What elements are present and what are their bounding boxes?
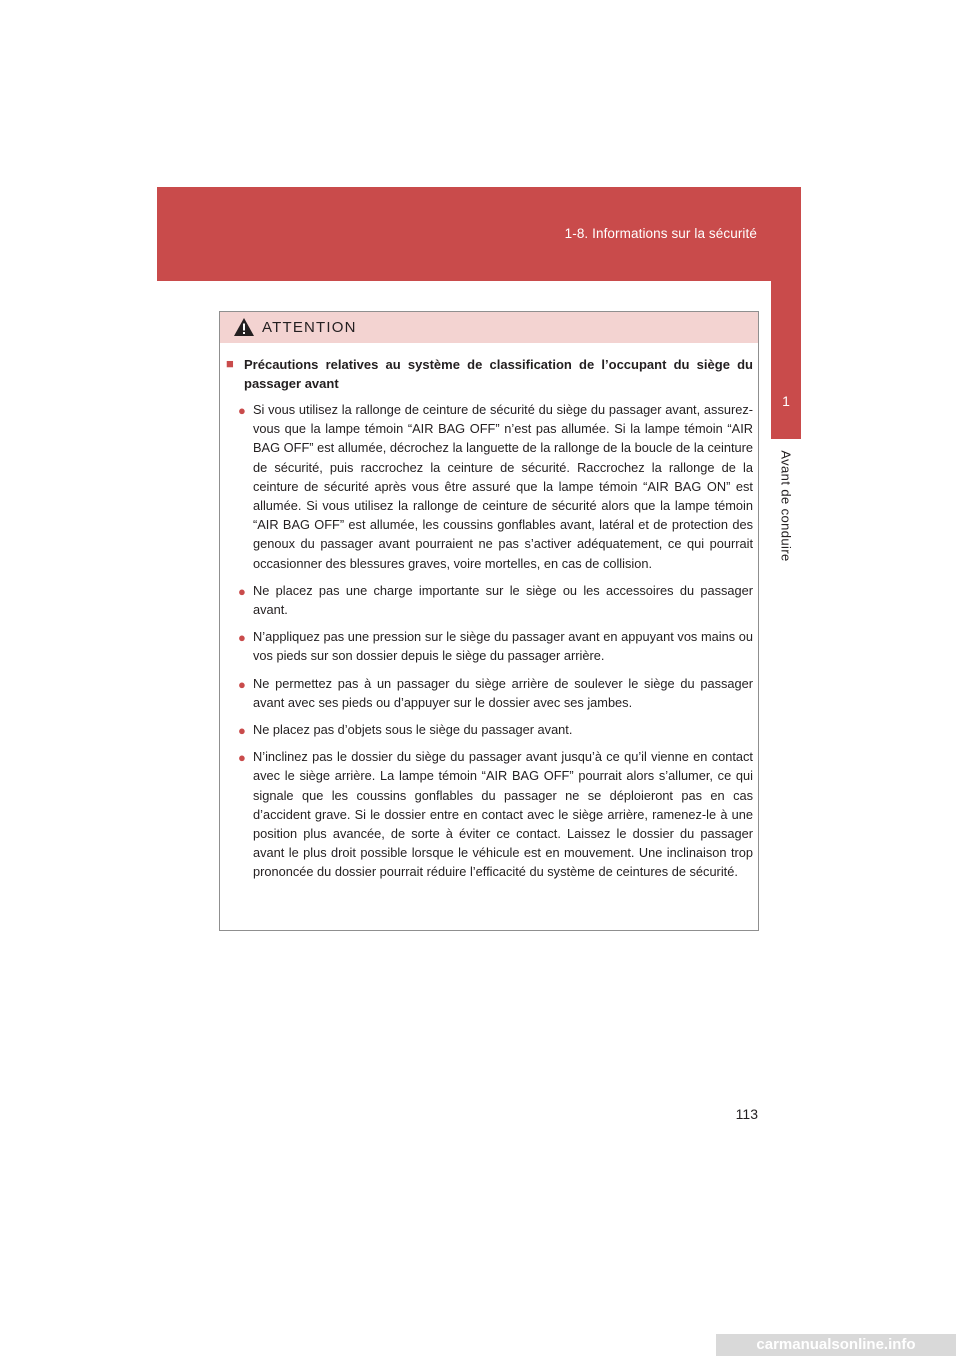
bullet-text: Ne permettez pas à un passager du siège arrière de soulever le siège du passager avant avec ses pieds ou d’appuyer sur le dossier avec ses jambes. [253, 675, 753, 710]
bullet-icon: ● [238, 750, 246, 766]
bullet-text: Ne placez pas d’objets sous le siège du passager avant. [253, 722, 573, 738]
warning-title: ATTENTION [262, 319, 357, 336]
bullet-item [225, 720, 753, 739]
bullet-list [225, 400, 753, 882]
warning-triangle-icon [233, 317, 255, 337]
bullet-icon: ● [238, 583, 246, 599]
bullet-icon: ● [238, 403, 246, 418]
bullet-item [225, 747, 753, 881]
bullet-icon: ● [238, 723, 246, 739]
warning-subheading [225, 355, 753, 393]
warning-body [220, 343, 758, 882]
warning-subheading-text: Précautions relatives au système de classification de l’occupant du siège du passager avant [244, 357, 753, 391]
bullet-icon: ● [238, 630, 246, 646]
chapter-tab [771, 281, 801, 439]
square-bullet-icon: ■ [226, 356, 234, 371]
header-band [157, 187, 801, 281]
bullet-item [225, 627, 753, 665]
bullet-item [225, 400, 753, 573]
bullet-text: Si vous utilisez la rallonge de ceinture de sécurité du siège du passager avant, assurez-vous que la lampe témoin “AIR BAG OFF” n’est pas allumée. Si la lampe témoin “AIR BAG OFF” est allumée, décrochez la languette de la rallonge de la boucle de la ceinture de sécurité, puis raccrochez la ceinture de sécurité. Raccrochez la rallonge de la ceinture de sécurité après vous être assuré que la lampe témoin “AIR BAG ON” est allumée. Si vous utilisez la rallonge de ceinture de sécurité alors que la lampe témoin “AIR BAG OFF” est allumée, les coussins gonflables avant, latéral et de protection des genoux du passager avant pourraient ne pas s’activer adéquatement, ce qui pourrait occasionner des blessures graves, voire mortelles, en cas de collision. [253, 402, 753, 571]
chapter-number: 1 [782, 393, 790, 409]
bullet-item [225, 674, 753, 712]
watermark[interactable]: carmanualsonline.info [716, 1334, 956, 1356]
bullet-text: N’appliquez pas une pression sur le siège du passager avant en appuyant vos mains ou vos pieds sur son dossier depuis le siège du passager arrière. [253, 629, 753, 664]
bullet-text: N’inclinez pas le dossier du siège du passager avant jusqu’à ce qu’il vienne en contact avec le siège arrière. La lampe témoin “AIR BAG OFF” pourrait alors s’allumer, ce qui signale que les coussins gonflables du passager ne se déploieront pas en cas d’accident grave. Si le dossier entre en contact avec le siège arrière, ramenez-le à une position plus avancée, de sorte à éviter ce contact. Laissez le dossier du passager avant le plus droit possible lorsque le véhicule est en mouvement. Une inclinaison trop prononcée du dossier pourrait réduire l’efficacité du système de ceintures de sécurité. [253, 749, 753, 880]
warning-box [219, 311, 759, 931]
bullet-icon: ● [238, 676, 246, 692]
section-title: 1-8. Informations sur la sécurité [564, 226, 757, 241]
bullet-text: Ne placez pas une charge importante sur le siège ou les accessoires du passager avant. [253, 582, 753, 618]
chapter-label: Avant de conduire [778, 450, 794, 562]
bullet-item [225, 581, 753, 619]
page-number: 113 [735, 1106, 758, 1122]
warning-header [220, 312, 758, 343]
